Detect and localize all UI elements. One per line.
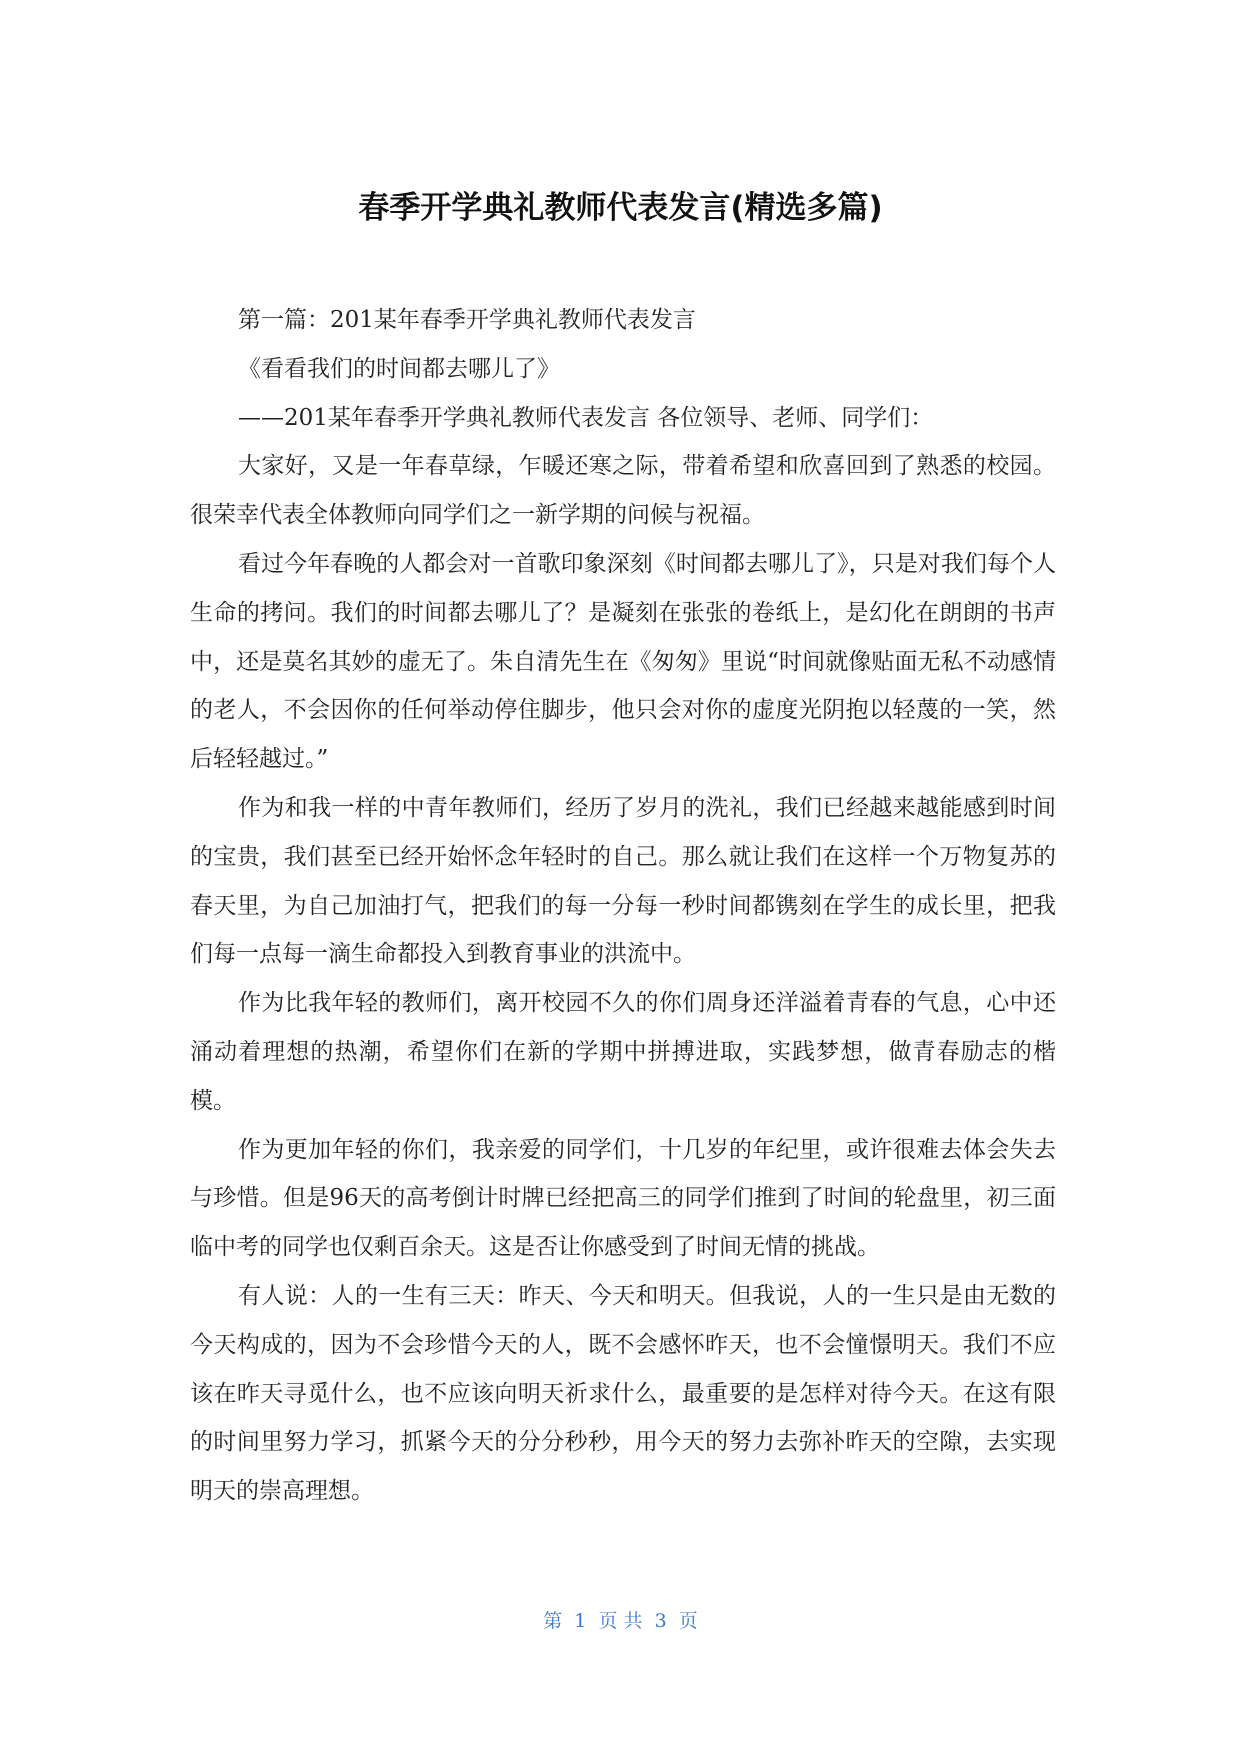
paragraph-5: 看过今年春晚的人都会对一首歌印象深刻《时间都去哪儿了》，只是对我们每个人生命的拷问。我们的时间都去哪儿了？是凝刻在张张的卷纸上，是幻化在朗朗的书声中，还是莫名其妙的虚无了。朱自清先生在《匆匆》里说“时间就像贴面无私不动感情的老人，不会因你的任何举动停住脚步，他只会对你的虚度光阴抱以轻蔑的一笑，然后轻轻越过。” (190, 550, 1056, 773)
paragraph-1: 第一篇：201某年春季开学典礼教师代表发言 (238, 307, 696, 333)
paragraph-4: 大家好，又是一年春草绿，乍暖还寒之际，带着希望和欣喜回到了熟悉的校园。很荣幸代表全体教师向同学们之一新学期的问候与祝福。 (190, 453, 1056, 529)
paragraph-2: 《看看我们的时间都去哪儿了》 (238, 355, 560, 382)
paragraph-3: ——201某年春季开学典礼教师代表发言 各位领导、老师、同学们： (238, 404, 934, 431)
document-body (190, 296, 1056, 1516)
page-number-footer: 第 1 页 共 3 页 (543, 1610, 698, 1632)
document-title: 春季开学典礼教师代表发言(精选多篇) (358, 190, 883, 226)
paragraph-9: 有人说：人的一生有三天：昨天、今天和明天。但我说，人的一生只是由无数的今天构成的，因为不会珍惜今天的人，既不会感怀昨天，也不会憧憬明天。我们不应该在昨天寻觅什么，也不应该向明天祈求什么，最重要的是怎样对待今天。在这有限的时间里努力学习，抓紧今天的分分秒秒，用今天的努力去弥补昨天的空隙，去实现明天的崇高理想。 (190, 1282, 1056, 1505)
paragraph-8: 作为更加年轻的你们，我亲爱的同学们，十几岁的年纪里，或许很难去体会失去与珍惜。但是96天的高考倒计时牌已经把高三的同学们推到了时间的轮盘里，初三面临中考的同学也仅剩百余天。这是否让你感受到了时间无情的挑战。 (190, 1136, 1056, 1261)
paragraph-7: 作为比我年轻的教师们，离开校园不久的你们周身还洋溢着青春的气息，心中还涌动着理想的热潮，希望你们在新的学期中拼搏进取，实践梦想，做青春励志的楷模。 (190, 990, 1056, 1114)
paragraph-6: 作为和我一样的中青年教师们，经历了岁月的洗礼，我们已经越来越能感到时间的宝贵，我们甚至已经开始怀念年轻时的自己。那么就让我们在这样一个万物复苏的春天里，为自己加油打气，把我们的每一分每一秒时间都镌刻在学生的成长里，把我们每一点每一滴生命都投入到教育事业的洪流中。 (190, 794, 1056, 968)
